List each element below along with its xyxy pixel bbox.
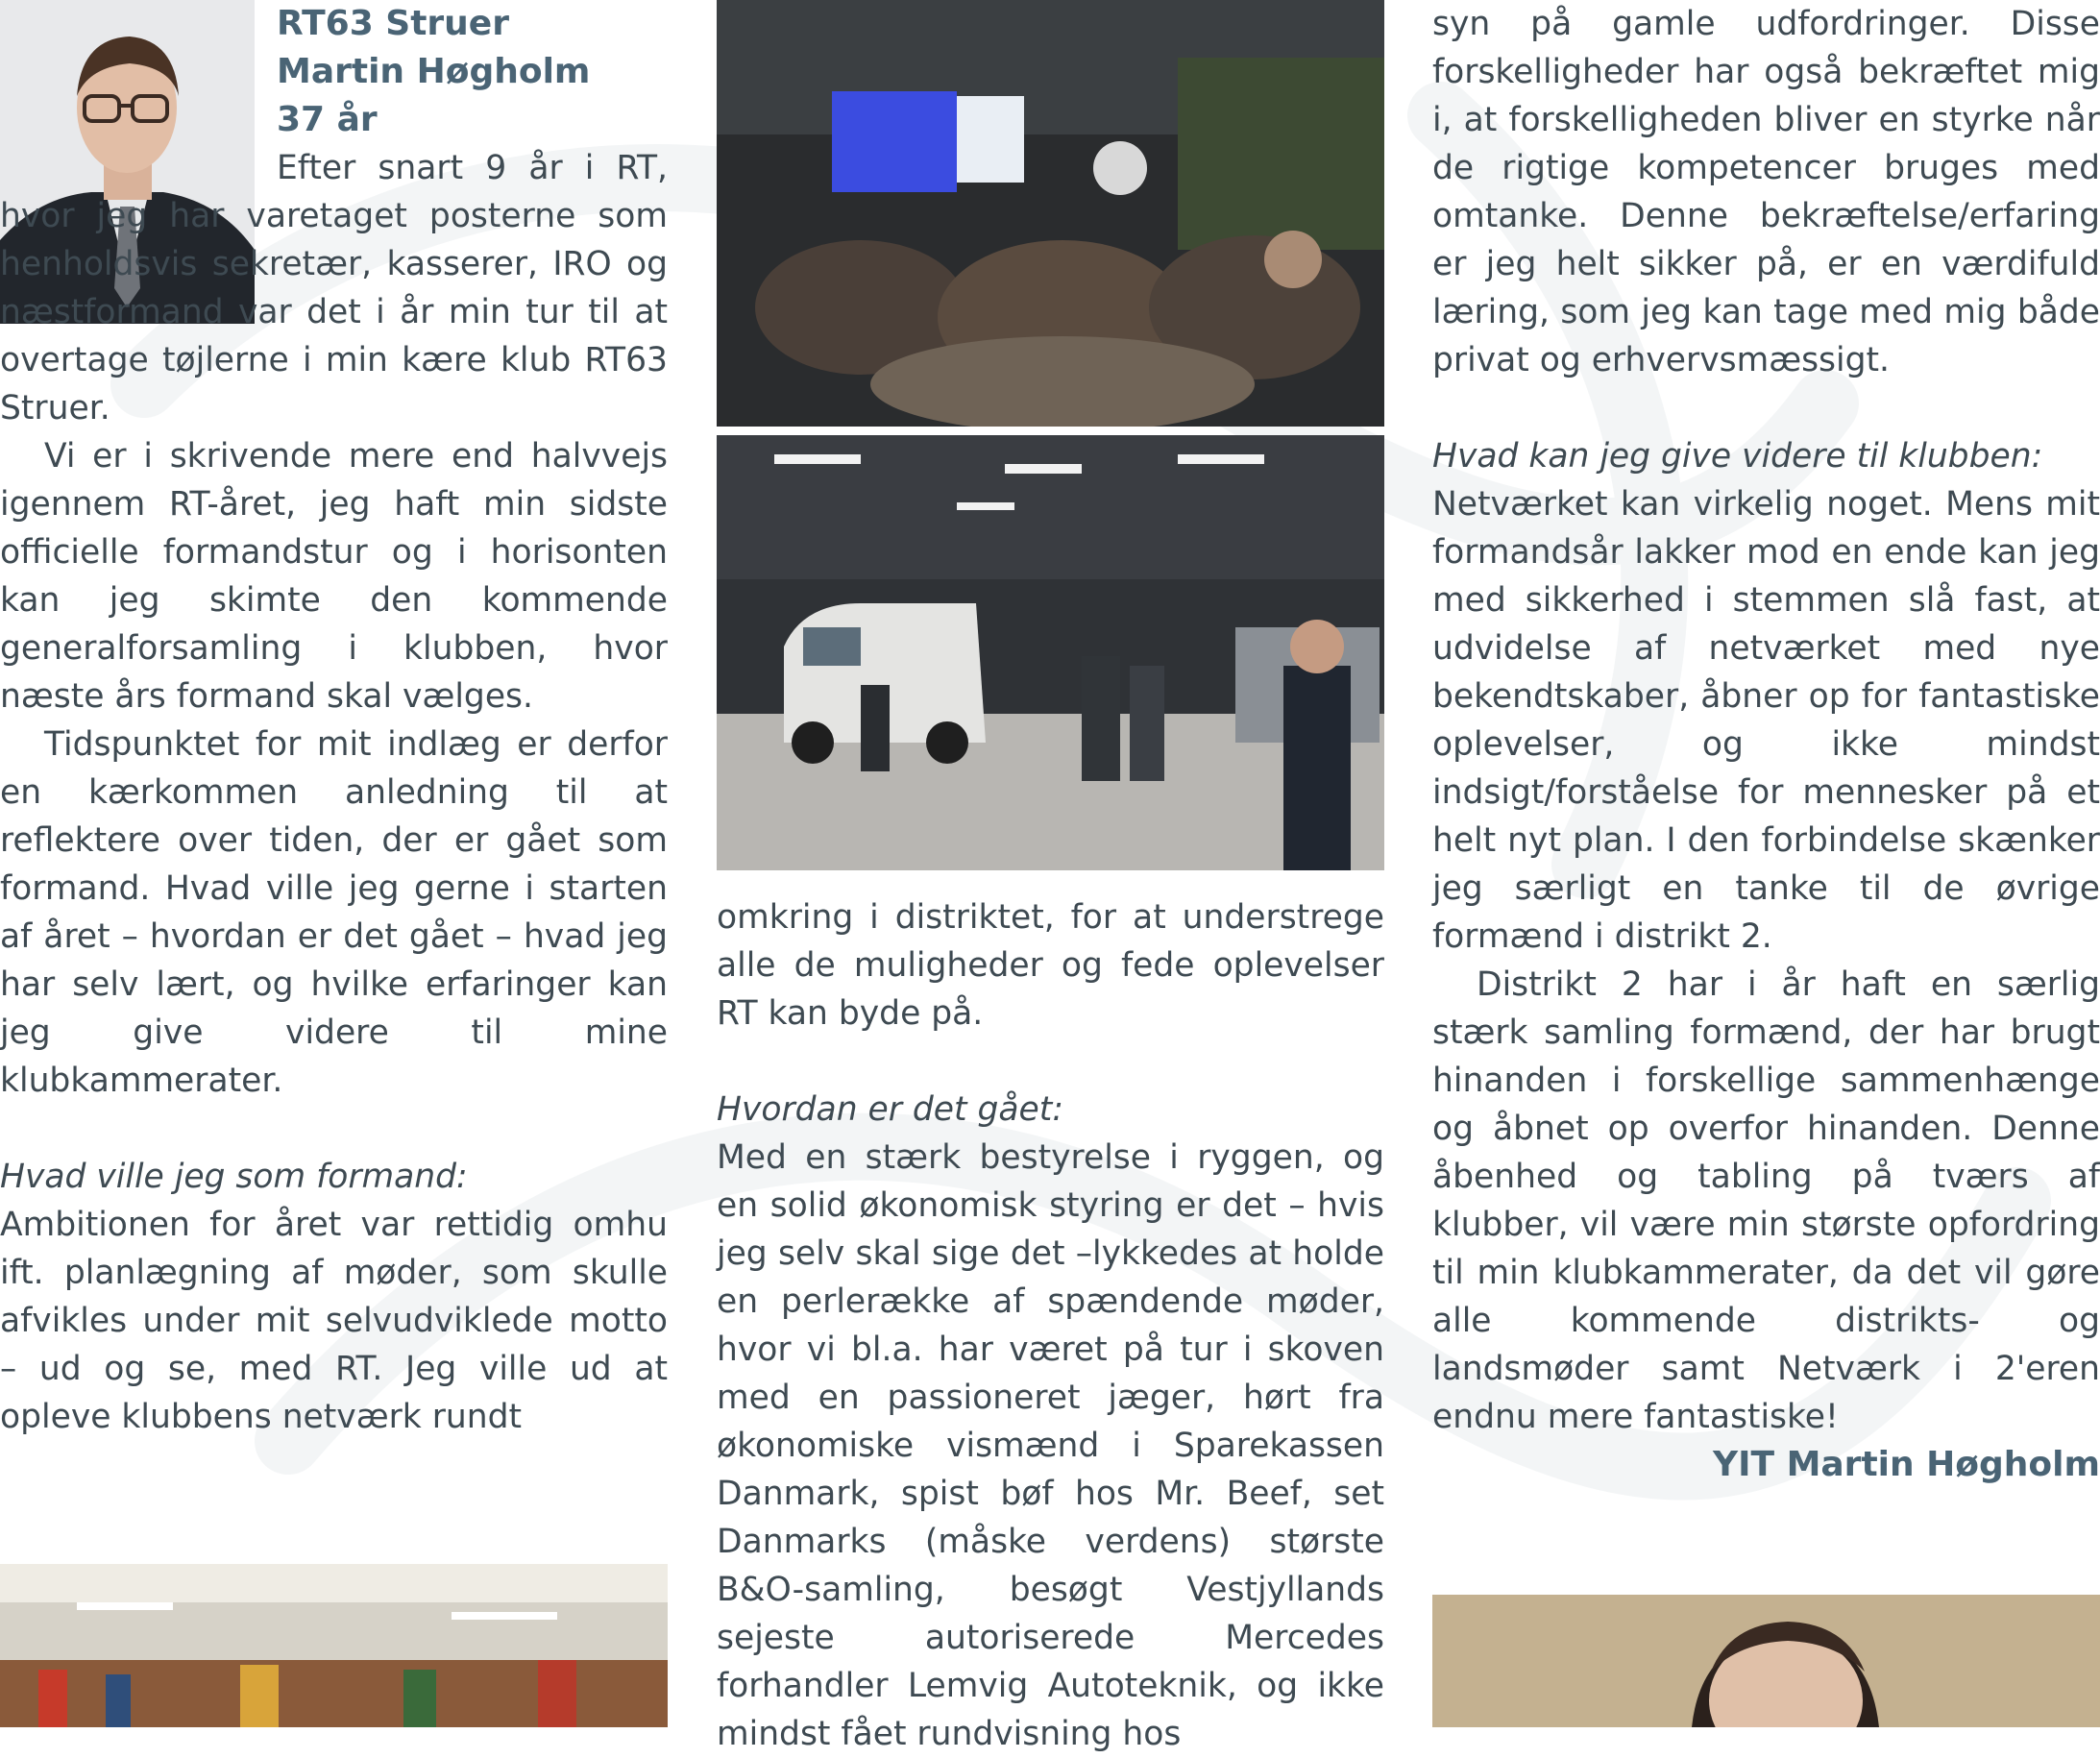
paragraph: omkring i distriktet, for at understrege alle de muligheder og fede oplevelser RT kan byde på.: [717, 898, 1384, 1033]
paragraph: Efter snart 9 år i RT, hvor jeg har varetaget posterne som henholdsvis sekretær, kasserer, IRO og næstformand var det i år min tur til at overtage tøjlerne i min kære klub RT63 Struer.: [0, 149, 668, 427]
section-heading: Hvad kan jeg give videre til klubben:: [1432, 437, 2043, 476]
paragraph: Distrikt 2 har i år haft en særlig stærk samling formænd, der har brugt hinanden i forskellige sammenhænge og åbnet op overfor hinanden. Denne åbenhed og tabling på tværs af klubber, vil være min største opfordring til min klubkammerater, da det vil gøre alle kommende distrikts- og landsmøder samt Netværk i 2'eren endnu mere fantastiske!: [1432, 965, 2100, 1436]
paragraph: syn på gamle udfordringer. Disse forskelligheder har også bekræftet mig i, at forskelligheden bliver en styrke når de rigtige kompetencer bruges med omtanke. Denne bekræftelse/erfaring er jeg helt sikker på, er en værdifuld læring, som jeg kan tage med mig både privat og erhvervsmæssigt.: [1432, 5, 2100, 379]
author-name: Martin Høgholm: [277, 52, 591, 91]
paragraph: Med en stærk bestyrelse i ryggen, og en solid økonomisk styring er det – hvis jeg selv skal sige det –lykkedes at holde en perlerække af spændende møder, hvor vi bl.a. har været på tur i skoven med en passioneret jæger, hørt fra økonomiske vismænd i Sparekassen Danmark, spist bøf hos Mr. Beef, set Danmarks (måske verdens) største B&O-samling, besøgt Vestjyllands sejeste autoriserede Mercedes forhandler Lemvig Autoteknik, og ikke mindst fået rundvisning hos: [717, 1138, 1384, 1753]
section-heading: Hvordan er det gået:: [717, 1090, 1063, 1129]
article-header: [277, 0, 671, 144]
signature: YIT Martin Høgholm: [1713, 1445, 2100, 1484]
club-name: RT63 Struer: [277, 4, 509, 43]
event-photo-bar: [717, 0, 1384, 427]
column-3: [1432, 0, 2100, 1489]
paragraph: Ambitionen for året var rettidig omhu ift. planlægning af møder, som skulle afvikles under mit selvudviklede motto – ud og se, med RT. Jeg ville ud at opleve klubbens netværk rundt: [0, 1206, 668, 1436]
paragraph: Vi er i skrivende mere end halvvejs igennem RT-året, jeg haft min sidste officielle formandstur og i horisonten kan jeg skimte den kommende generalforsamling i klubben, hvor næste års formand skal vælges.: [0, 437, 668, 716]
section-heading: Hvad ville jeg som formand:: [0, 1158, 468, 1196]
paragraph: Netværket kan virkelig noget. Mens mit formandsår lakker mod en ende kan jeg med sikkerhed i stemmen slå fast, at udvidelse af netværket med nye bekendtskaber, åbner op for fantastiske oplevelser, og ikke mindst indsigt/forståelse for mennesker på et helt nyt plan. I den forbindelse skænker jeg særligt en tanke til de øvrige formænd i distrikt 2.: [1432, 485, 2100, 956]
column-2: [717, 893, 1384, 1758]
column-1: [0, 144, 668, 1441]
second-portrait: [1432, 1595, 2100, 1727]
event-photo-workshop: [717, 435, 1384, 870]
author-age: 37 år: [277, 100, 378, 139]
event-photo-shop: [0, 1564, 668, 1727]
paragraph: Tidspunktet for mit indlæg er derfor en kærkommen anledning til at reflektere over tiden, der er gået som formand. Hvad ville jeg gerne i starten af året – hvordan er det gået – hvad jeg har selv lært, og hvilke erfaringer kan jeg give videre til mine klubkammerater.: [0, 725, 668, 1100]
